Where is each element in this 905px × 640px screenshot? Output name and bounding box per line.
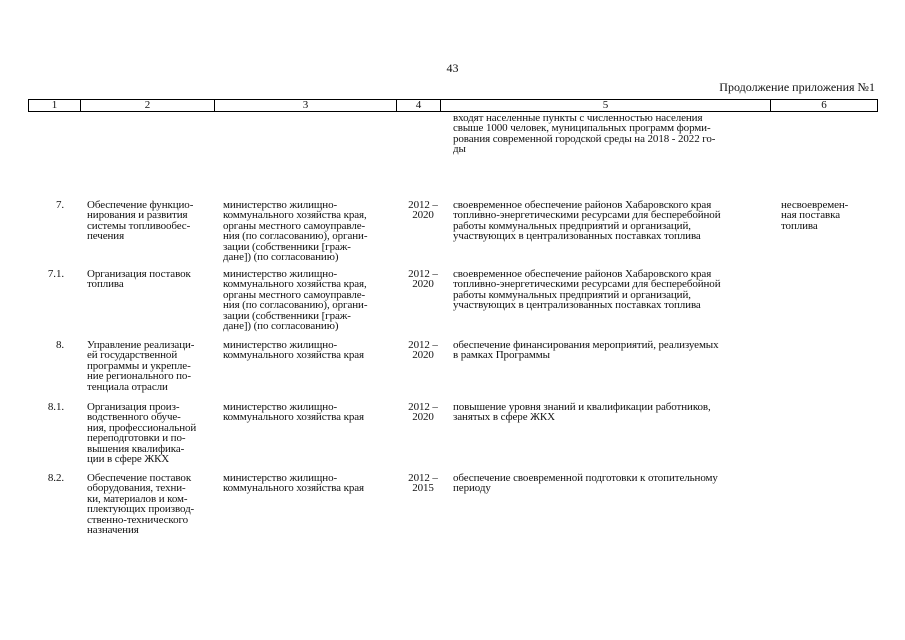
row-years: 2012 – 2020 [408,268,438,291]
row-years: 2012 – 2020 [408,199,438,222]
row-activity-name: Организация произ- водственного обуче- ния, профессиональной переподготовки и по- вышения квалифика- ции в сфере ЖКХ [87,401,197,466]
column-header-2: 2 [81,100,215,112]
row-result: своевременное обеспечение районов Хабаровского края топливно-энергетическими ресурсами для бесперебойной работы коммунальных предприятий и организаций, участвующих в централизованных поставках топлива [453,199,721,243]
column-header-1: 1 [29,100,81,112]
column-header-4: 4 [397,100,441,112]
row-executor: министерство жилищно- коммунального хозяйства края, органы местного самоуправле- ния (по согласованию), органи- зации (собственники [граж- дане]) (по согласованию) [223,199,368,264]
row-number: 7. [55,199,64,211]
row-years: 2012 – 2020 [408,339,438,362]
column-header-5: 5 [441,100,771,112]
row-consequence: несвоевремен- ная поставка топлива [781,199,849,232]
row-number: 7.1. [47,268,64,280]
row-executor: министерство жилищно- коммунального хозяйства края [223,339,364,362]
row-executor: министерство жилищно- коммунального хозяйства края, органы местного самоуправле- ния (по согласованию), органи- зации (собственники [граж- дане]) (по согласованию) [223,268,368,333]
row-executor: министерство жилищно- коммунального хозяйства края [223,401,364,424]
column-header-6: 6 [771,100,878,112]
row-result: обеспечение своевременной подготовки к отопительному периоду [453,472,718,495]
row-activity-name: Управление реализаци- ей государственной программы и укрепле- ние регионального по- тенциала отрасли [87,339,195,393]
row-years: 2012 – 2020 [408,401,438,424]
column-header-row [28,99,878,112]
row-number: 8.2. [47,472,64,484]
row-activity-name: Организация поставок топлива [87,268,191,291]
row-number: 8. [55,339,64,351]
row-activity-name: Обеспечение поставок оборудования, техни- ки, материалов и ком- плектующих производ- ственно-технического назначения [87,472,195,537]
row-years: 2012 – 2015 [408,472,438,495]
row-result: повышение уровня знаний и квалификации работников, занятых в сфере ЖКХ [453,401,711,424]
row-executor: министерство жилищно- коммунального хозяйства края [223,472,364,495]
row-activity-name: Обеспечение функцио- нирования и развития системы топливообес- печения [87,199,194,243]
row-number: 8.1. [47,401,64,413]
row-result: обеспечение финансирования мероприятий, реализуемых в рамках Программы [453,339,719,362]
row-result: своевременное обеспечение районов Хабаровского края топливно-энергетическими ресурсами для бесперебойной работы коммунальных предприятий и организаций, участвующих в централизованных поставках топлива [453,268,721,312]
continuation-label: Продолжение приложения №1 [719,80,875,94]
page-number: 43 [446,61,459,75]
carryover-text: входят населенные пункты с численностью населения свыше 1000 человек, муниципальных программ форми- рования современной городской среды на 2018 - 2022 го- ды [453,112,716,156]
column-header-3: 3 [215,100,397,112]
